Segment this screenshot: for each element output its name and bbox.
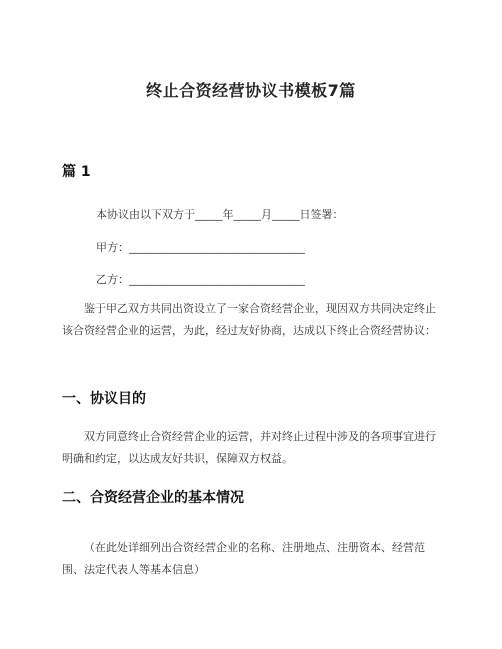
document-title: 终止合资经营协议书模板7篇 <box>146 81 356 100</box>
intro-line: 本协议由以下双方于_____年_____月_____日签署： <box>96 208 344 221</box>
part-heading: 篇 1 <box>62 164 91 180</box>
section-1-heading: 一、协议目的 <box>62 391 146 407</box>
section-2-heading: 二、合资经营企业的基本情况 <box>62 490 244 506</box>
preamble-paragraph: 鉴于甲乙双方共同出资设立了一家合资经营企业，现因双方共同决定终止该合资经营企业的运营，为此，经过友好协商，达成以下终止合资经营协议： <box>62 302 436 337</box>
party-a-line: 甲方：________________________________ <box>96 241 305 254</box>
party-b-line: 乙方：________________________________ <box>96 273 305 286</box>
section-1-paragraph: 双方同意终止合资经营企业的运营，并对终止过程中涉及的各项事宜进行明确和约定，以达成友好共识，保障双方权益。 <box>62 430 436 465</box>
section-2-paragraph: （在此处详细列出合资经营企业的名称、注册地点、注册资本、经营范围、法定代表人等基本信息） <box>62 541 425 576</box>
